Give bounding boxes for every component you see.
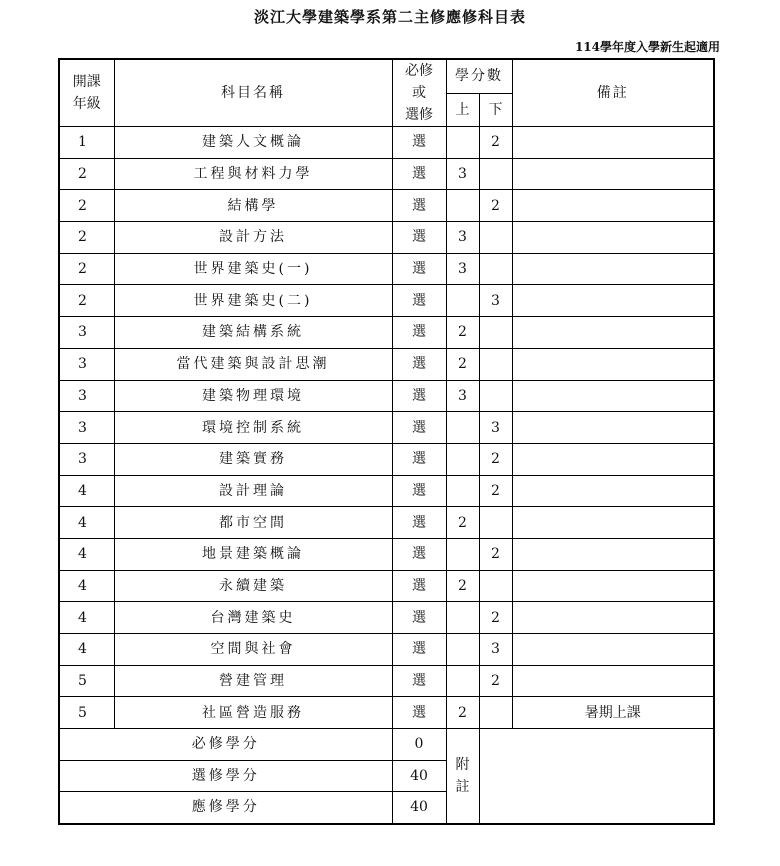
header-lower: 下 [479,93,512,126]
upper-credit-cell: 2 [446,570,479,602]
type-cell: 選 [392,634,446,666]
table-row [59,697,714,729]
type-cell: 選 [392,380,446,412]
summary-value: 40 [392,760,446,792]
type-cell: 選 [392,570,446,602]
summary-value: 0 [392,729,446,761]
remark-cell [512,190,714,222]
remark-cell [512,412,714,444]
summary-row [59,729,714,761]
upper-credit-cell [446,475,479,507]
remark-cell [512,253,714,285]
lower-credit-cell [479,570,512,602]
type-cell: 選 [392,222,446,254]
course-name-cell: 台灣建築史 [114,602,392,634]
remark-cell [512,317,714,349]
table-row [59,158,714,190]
table-row [59,507,714,539]
type-cell: 選 [392,443,446,475]
lower-credit-cell: 2 [479,602,512,634]
table-row [59,127,714,159]
applicability-note: 114學年度入學新生起適用 [574,40,720,54]
grade-cell: 2 [59,285,114,317]
table-row [59,412,714,444]
lower-credit-cell [479,253,512,285]
grade-cell: 5 [59,697,114,729]
upper-credit-cell: 3 [446,158,479,190]
table-row [59,602,714,634]
grade-cell: 2 [59,222,114,254]
upper-credit-cell: 3 [446,222,479,254]
remark-cell [512,222,714,254]
remark-cell [512,158,714,190]
lower-credit-cell [479,507,512,539]
grade-cell: 2 [59,253,114,285]
grade-cell: 4 [59,475,114,507]
notes-label: 附 註 [446,729,479,824]
upper-credit-cell [446,190,479,222]
type-cell: 選 [392,253,446,285]
table-row [59,475,714,507]
lower-credit-cell: 2 [479,475,512,507]
upper-credit-cell: 2 [446,317,479,349]
course-name-cell: 營建管理 [114,665,392,697]
course-name-cell: 環境控制系統 [114,412,392,444]
type-cell: 選 [392,127,446,159]
course-name-cell: 建築人文概論 [114,127,392,159]
remark-cell [512,634,714,666]
remark-cell [512,443,714,475]
lower-credit-cell [479,348,512,380]
remark-cell [512,602,714,634]
page-title: 淡江大學建築學系第二主修應修科目表 [253,8,526,26]
course-name-cell: 當代建築與設計思潮 [114,348,392,380]
upper-credit-cell: 2 [446,348,479,380]
table-row [59,665,714,697]
remark-cell [512,475,714,507]
upper-credit-cell [446,665,479,697]
grade-cell: 2 [59,190,114,222]
lower-credit-cell [479,158,512,190]
grade-cell: 4 [59,507,114,539]
type-cell: 選 [392,697,446,729]
table-row [59,443,714,475]
type-cell: 選 [392,665,446,697]
type-cell: 選 [392,285,446,317]
header-remarks: 備註 [512,59,714,127]
header-grade: 開課 年級 [59,59,114,127]
header-course-name: 科目名稱 [114,59,392,127]
type-cell: 選 [392,507,446,539]
table-row [59,190,714,222]
header-upper: 上 [446,93,479,126]
course-name-cell: 建築實務 [114,443,392,475]
table-row [59,317,714,349]
header-row [59,59,714,93]
course-name-cell: 永續建築 [114,570,392,602]
grade-cell: 5 [59,665,114,697]
lower-credit-cell: 3 [479,634,512,666]
type-cell: 選 [392,412,446,444]
course-name-cell: 結構學 [114,190,392,222]
course-name-cell: 建築物理環境 [114,380,392,412]
grade-cell: 3 [59,443,114,475]
remark-cell [512,127,714,159]
course-name-cell: 設計方法 [114,222,392,254]
upper-credit-cell: 2 [446,507,479,539]
grade-cell: 2 [59,158,114,190]
lower-credit-cell: 2 [479,665,512,697]
table-row [59,348,714,380]
summary-label: 應修學分 [59,792,392,824]
upper-credit-cell [446,285,479,317]
remark-cell [512,570,714,602]
remark-cell [512,507,714,539]
course-name-cell: 都市空間 [114,507,392,539]
remark-cell [512,285,714,317]
type-cell: 選 [392,348,446,380]
course-table [58,58,715,825]
grade-cell: 3 [59,317,114,349]
remark-cell [512,348,714,380]
type-cell: 選 [392,317,446,349]
upper-credit-cell [446,443,479,475]
grade-cell: 1 [59,127,114,159]
course-name-cell: 地景建築概論 [114,538,392,570]
type-cell: 選 [392,190,446,222]
remark-cell [512,665,714,697]
course-name-cell: 世界建築史(一) [114,253,392,285]
lower-credit-cell [479,697,512,729]
upper-credit-cell: 2 [446,697,479,729]
grade-cell: 4 [59,538,114,570]
course-name-cell: 空間與社會 [114,634,392,666]
summary-value: 40 [392,792,446,824]
table-row [59,380,714,412]
lower-credit-cell: 3 [479,412,512,444]
lower-credit-cell [479,222,512,254]
summary-label: 必修學分 [59,729,392,761]
lower-credit-cell [479,380,512,412]
course-name-cell: 建築結構系統 [114,317,392,349]
lower-credit-cell: 2 [479,190,512,222]
table-row [59,634,714,666]
lower-credit-cell: 3 [479,285,512,317]
grade-cell: 4 [59,634,114,666]
table-row [59,253,714,285]
upper-credit-cell [446,538,479,570]
type-cell: 選 [392,475,446,507]
lower-credit-cell: 2 [479,443,512,475]
header-type: 必修 或 選修 [392,59,446,127]
course-name-cell: 社區營造服務 [114,697,392,729]
lower-credit-cell [479,317,512,349]
lower-credit-cell: 2 [479,127,512,159]
grade-cell: 3 [59,412,114,444]
type-cell: 選 [392,538,446,570]
lower-credit-cell: 2 [479,538,512,570]
upper-credit-cell [446,602,479,634]
grade-cell: 3 [59,348,114,380]
upper-credit-cell [446,412,479,444]
header-credits: 學分數 [446,59,512,93]
upper-credit-cell [446,127,479,159]
grade-cell: 3 [59,380,114,412]
table-row [59,222,714,254]
grade-cell: 4 [59,570,114,602]
table-row [59,538,714,570]
table-row [59,285,714,317]
course-name-cell: 工程與材料力學 [114,158,392,190]
type-cell: 選 [392,602,446,634]
remark-cell: 暑期上課 [512,697,714,729]
remark-cell [512,380,714,412]
table-row [59,570,714,602]
type-cell: 選 [392,158,446,190]
upper-credit-cell [446,634,479,666]
summary-label: 選修學分 [59,760,392,792]
upper-credit-cell: 3 [446,380,479,412]
course-name-cell: 世界建築史(二) [114,285,392,317]
upper-credit-cell: 3 [446,253,479,285]
notes-content [479,729,714,824]
course-name-cell: 設計理論 [114,475,392,507]
grade-cell: 4 [59,602,114,634]
remark-cell [512,538,714,570]
